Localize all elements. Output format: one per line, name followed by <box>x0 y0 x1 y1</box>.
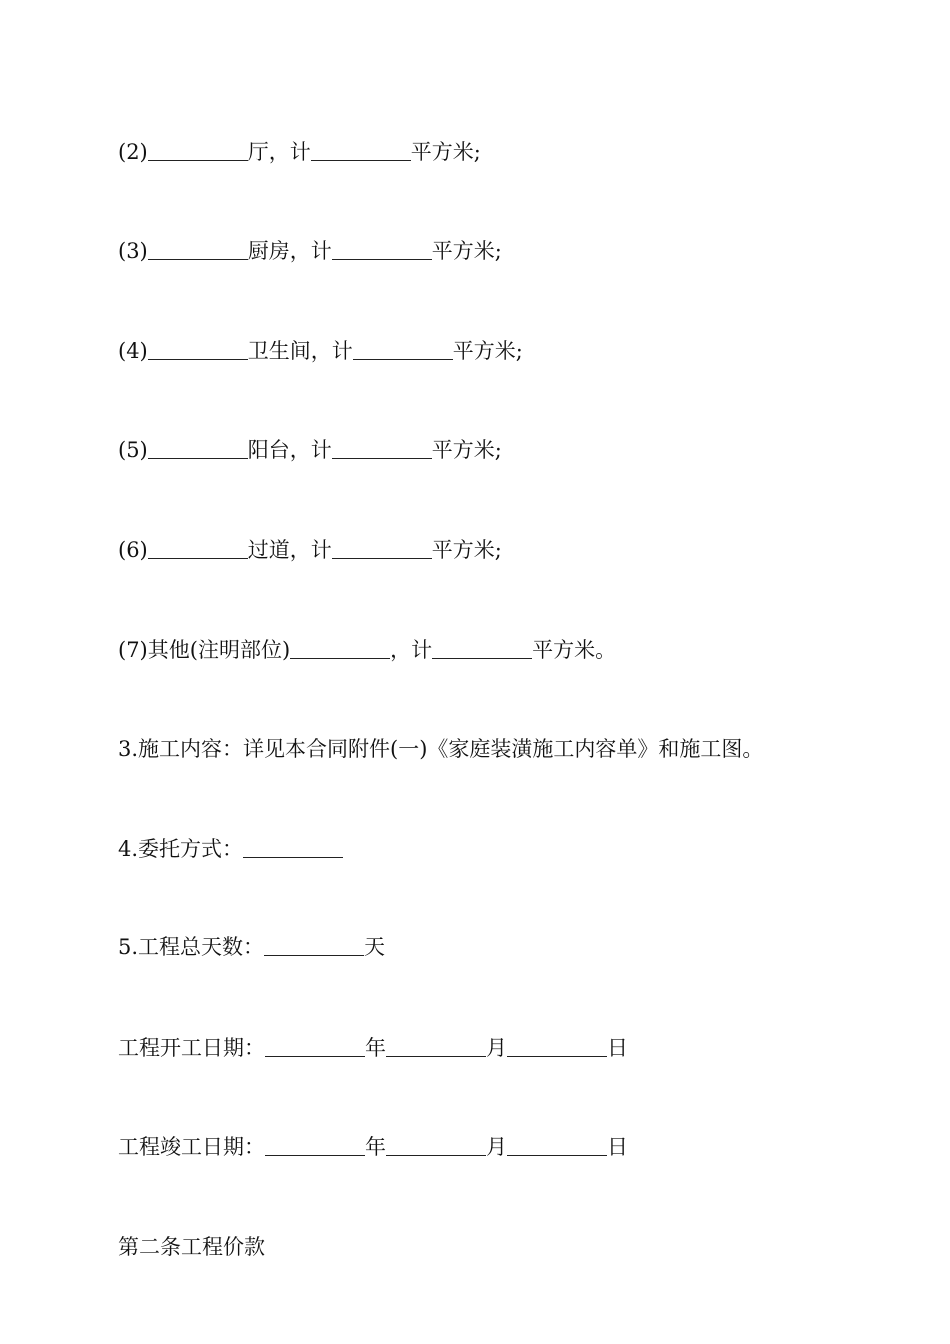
item-unit: 平方米; <box>452 339 523 363</box>
end-date-label: 工程竣工日期： <box>118 1135 265 1159</box>
blank-field[interactable] <box>290 636 390 659</box>
item-number: (3) <box>118 239 148 263</box>
blank-field[interactable] <box>432 636 532 659</box>
blank-field[interactable] <box>332 436 432 459</box>
item-label: 厨房，计 <box>247 239 332 263</box>
blank-field[interactable] <box>148 337 248 360</box>
year-field[interactable] <box>265 1133 365 1156</box>
day-unit: 日 <box>607 1036 628 1060</box>
item-label: ，计 <box>390 638 433 662</box>
total-days-label: 5.工程总天数： <box>118 935 265 959</box>
month-field[interactable] <box>386 1034 486 1057</box>
item-unit: 平方米; <box>410 140 481 164</box>
blank-field[interactable] <box>332 536 432 559</box>
commission-method-label: 4.委托方式： <box>118 837 244 861</box>
blank-field[interactable] <box>353 337 453 360</box>
blank-field[interactable] <box>332 237 432 260</box>
area-line-bathroom <box>118 336 523 366</box>
item-unit: 平方米; <box>431 538 502 562</box>
item-number: (2) <box>118 140 148 164</box>
item-unit: 平方米。 <box>532 638 617 662</box>
area-line-kitchen <box>118 236 502 266</box>
total-days-line <box>118 932 385 962</box>
item-label: 过道，计 <box>247 538 332 562</box>
area-line-corridor <box>118 535 502 565</box>
item-number: (7)其他(注明部位) <box>118 638 291 662</box>
blank-field[interactable] <box>148 138 248 161</box>
item-label: 阳台，计 <box>247 438 332 462</box>
day-field[interactable] <box>507 1133 607 1156</box>
day-field[interactable] <box>507 1034 607 1057</box>
blank-field[interactable] <box>243 835 343 858</box>
days-unit: 天 <box>364 935 386 959</box>
item-unit: 平方米; <box>431 438 502 462</box>
blank-field[interactable] <box>311 138 411 161</box>
end-date-line <box>118 1132 628 1162</box>
area-line-hall <box>118 137 481 167</box>
year-unit: 年 <box>365 1135 386 1159</box>
blank-field[interactable] <box>148 436 248 459</box>
month-field[interactable] <box>386 1133 486 1156</box>
section-heading: 第二条工程价款 <box>118 1235 265 1259</box>
construction-content-line: 3.施工内容：详见本合同附件(一)《家庭装潢施工内容单》和施工图。 <box>118 737 764 761</box>
day-unit: 日 <box>607 1135 628 1159</box>
item-number: (4) <box>118 339 148 363</box>
year-unit: 年 <box>365 1036 386 1060</box>
start-date-line <box>118 1033 628 1063</box>
item-label: 厅，计 <box>247 140 311 164</box>
area-line-balcony <box>118 435 502 465</box>
year-field[interactable] <box>265 1034 365 1057</box>
item-number: (6) <box>118 538 148 562</box>
item-label: 卫生间，计 <box>247 339 353 363</box>
blank-field[interactable] <box>148 536 248 559</box>
blank-field[interactable] <box>264 933 364 956</box>
start-date-label: 工程开工日期： <box>118 1036 265 1060</box>
commission-method-line <box>118 834 343 864</box>
month-unit: 月 <box>486 1036 507 1060</box>
blank-field[interactable] <box>148 237 248 260</box>
month-unit: 月 <box>486 1135 507 1159</box>
area-line-other <box>118 635 616 665</box>
item-number: (5) <box>118 438 148 462</box>
item-unit: 平方米; <box>431 239 502 263</box>
